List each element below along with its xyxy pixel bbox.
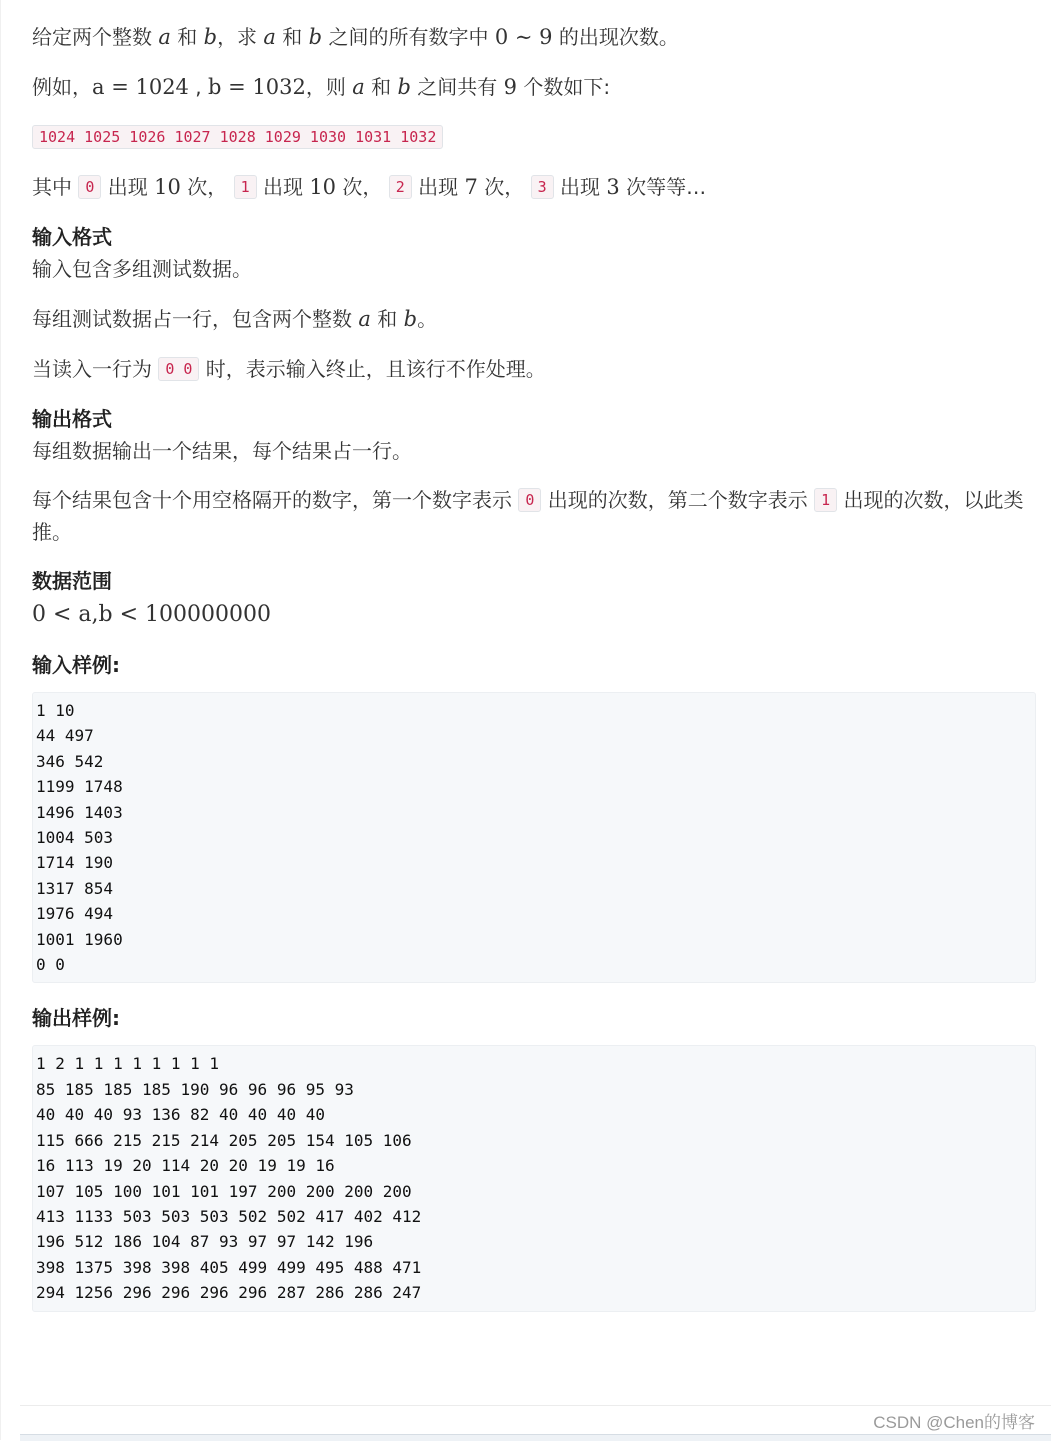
example-numbers-line bbox=[32, 120, 1036, 154]
math-count: 10 bbox=[309, 175, 337, 199]
data-range-heading: 数据范围 bbox=[32, 569, 112, 593]
csdn-watermark: CSDN @Chen的博客 bbox=[873, 1413, 1035, 1432]
digit-code: 3 bbox=[531, 175, 554, 199]
math-var-a: a bbox=[358, 307, 371, 331]
text: 出现 bbox=[411, 175, 465, 199]
digit-code: 2 bbox=[389, 175, 412, 199]
text: 给定两个整数 bbox=[32, 25, 159, 49]
math-var-b: b bbox=[308, 25, 323, 49]
sample-output-block: 1 2 1 1 1 1 1 1 1 1 85 185 185 185 190 96 96 96 95 93 40 40 40 93 136 82 40 40 40 40 115 666 215 215 214 205 205 154 105 106 16 113 19 20 114 20 20 19 19 16 107 105 100 101 101 197 200 200 200 200 413 1133 503 503 503 502 502 417 402 412 196 512 186 104 87 93 97 97 142 196 398 1375 398 398 405 499 499 495 488 471 294 1256 296 296 296 296 287 286 286 247 bbox=[32, 1045, 1036, 1311]
output-format-line: 每组数据输出一个结果，每个结果占一行。 bbox=[32, 439, 412, 463]
math-expr-b: b = 1032 bbox=[208, 75, 306, 99]
example-numbers-code: 1024 1025 1026 1027 1028 1029 1030 1031 1032 bbox=[32, 125, 443, 149]
problem-description bbox=[32, 20, 1036, 1312]
text: 和 bbox=[275, 25, 309, 49]
text: 次等等… bbox=[619, 175, 707, 199]
math-range: 0 ∼ 9 bbox=[494, 25, 553, 49]
text: , bbox=[188, 75, 208, 99]
math-count: 7 bbox=[464, 175, 478, 199]
digit-code: 0 bbox=[78, 175, 101, 199]
left-border bbox=[0, 0, 1, 1440]
input-format-heading: 输入格式 bbox=[32, 225, 112, 249]
digit-count-statement bbox=[32, 170, 1036, 204]
text: ，求 bbox=[217, 25, 264, 49]
text: 例如， bbox=[32, 75, 92, 99]
digit-code: 1 bbox=[814, 488, 837, 512]
data-range-expr: 0 < a,b < 100000000 bbox=[32, 602, 272, 627]
text: 出现 bbox=[553, 175, 607, 199]
math-count: 3 bbox=[606, 175, 620, 199]
example-statement bbox=[32, 70, 1036, 104]
footer-divider bbox=[20, 1405, 1051, 1406]
text: 当读入一行为 bbox=[32, 357, 159, 381]
digit-code: 1 bbox=[234, 175, 257, 199]
math-count: 9 bbox=[503, 75, 517, 99]
terminator-code: 0 0 bbox=[158, 357, 199, 381]
text: 和 bbox=[370, 307, 404, 331]
input-format-line bbox=[32, 302, 1036, 336]
math-var-b: b bbox=[397, 75, 411, 99]
math-count: 10 bbox=[154, 175, 181, 199]
sample-output-heading: 输出样例: bbox=[32, 1006, 120, 1031]
text: 出现 bbox=[256, 175, 310, 199]
sample-input-heading: 输入样例: bbox=[32, 653, 120, 677]
math-var-a: a bbox=[352, 75, 365, 99]
text: 出现的次数，第二个数字表示 bbox=[541, 488, 815, 512]
math-var-a: a bbox=[263, 25, 276, 49]
text: 。 bbox=[417, 307, 438, 331]
math-var-b: b bbox=[203, 25, 218, 49]
text: 的出现次数。 bbox=[552, 25, 679, 49]
text: 个数如下: bbox=[517, 75, 611, 99]
problem-statement bbox=[32, 20, 1036, 54]
output-format-heading: 输出格式 bbox=[32, 407, 112, 431]
text: 次， bbox=[180, 175, 234, 199]
output-format-line bbox=[32, 484, 1036, 548]
text: 和 bbox=[170, 25, 204, 49]
text: 出现 bbox=[101, 175, 155, 199]
input-format-line: 输入包含多组测试数据。 bbox=[32, 257, 252, 281]
text: 和 bbox=[364, 75, 398, 99]
text: 其中 bbox=[32, 175, 79, 199]
text: 次， bbox=[477, 175, 531, 199]
text: 之间的所有数字中 bbox=[322, 25, 495, 49]
math-expr-a: a = 1024 bbox=[92, 75, 189, 99]
text: ，则 bbox=[305, 75, 353, 99]
text: 次， bbox=[336, 175, 389, 199]
input-format-line bbox=[32, 352, 1036, 386]
text: 出现的次数，以此类推。 bbox=[32, 488, 1024, 544]
sample-input-block: 1 10 44 497 346 542 1199 1748 1496 1403 1004 503 1714 190 1317 854 1976 494 1001 1960 0 0 bbox=[32, 692, 1036, 983]
text: 每个结果包含十个用空格隔开的数字，第一个数字表示 bbox=[32, 488, 519, 512]
digit-code: 0 bbox=[518, 488, 541, 512]
text: 每组测试数据占一行，包含两个整数 bbox=[32, 307, 359, 331]
math-var-b: b bbox=[403, 307, 418, 331]
text: 时，表示输入终止，且该行不作处理。 bbox=[199, 357, 546, 381]
math-var-a: a bbox=[158, 25, 171, 49]
text: 之间共有 bbox=[410, 75, 504, 99]
